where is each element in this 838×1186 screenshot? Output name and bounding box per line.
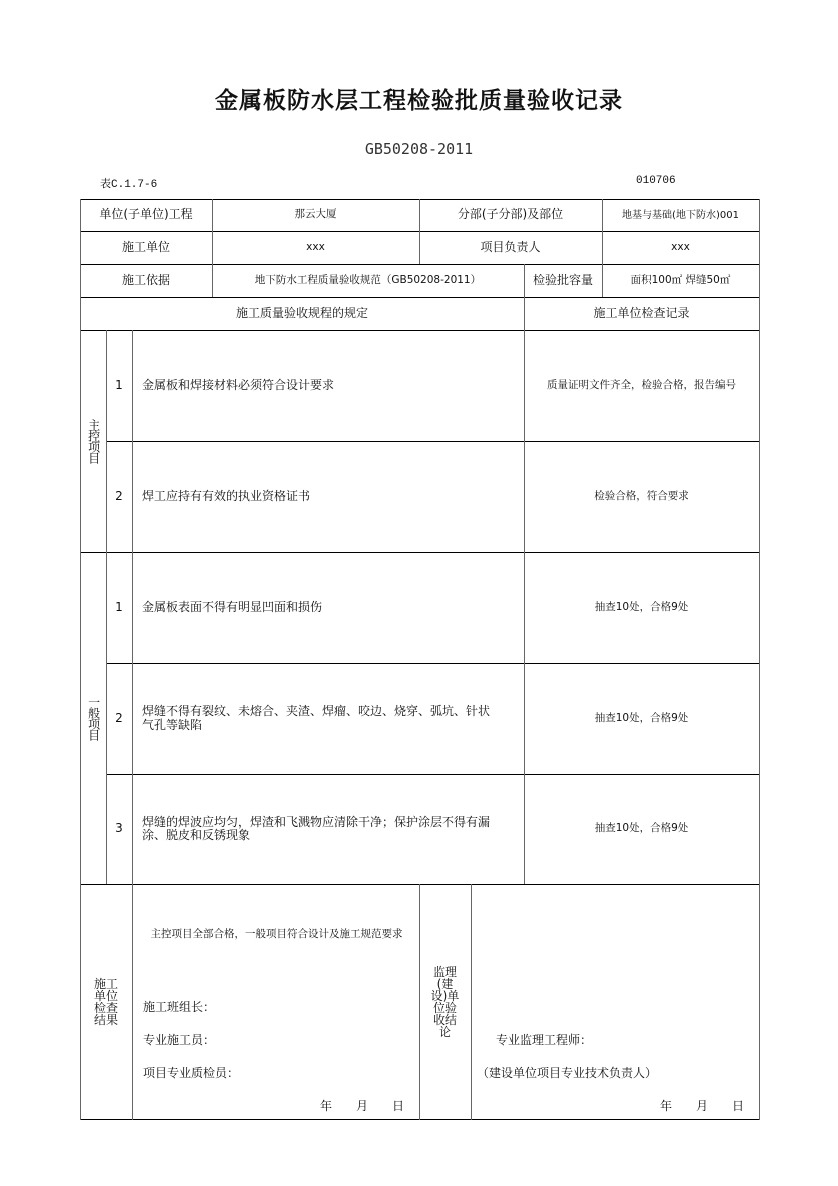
item-requirement: 焊缝不得有裂纹、未熔合、夹渣、焊瘤、咬边、烧穿、弧坑、针状气孔等缺陷 — [142, 704, 491, 732]
batch-capacity-label: 检验批容量 — [532, 272, 593, 287]
form-code: 010706 — [636, 175, 676, 187]
basis-value: 地下防水工程质量验收规范（GB50208-2011） — [254, 273, 482, 286]
contractor-result-label: 施工单位检查结果 — [94, 976, 119, 1027]
item-requirement: 金属板表面不得有明显凹面和损伤 — [142, 599, 323, 614]
supervisor-engineer-signature: 专业监理工程师： — [496, 1033, 593, 1047]
item-number: 1 — [115, 599, 123, 614]
item-record: 抽查10处，合格9处 — [594, 600, 689, 613]
contractor-date: 年 月 日 — [320, 1099, 405, 1113]
team-leader-signature: 施工班组长： — [143, 1000, 216, 1014]
quality-inspector-signature: 项目专业质检员： — [143, 1066, 240, 1080]
item-record: 抽查10处，合格9处 — [594, 711, 689, 724]
item-number: 2 — [115, 488, 123, 503]
contractor-conclusion: 主控项目全部合格，一般项目符合设计及施工规范要求 — [150, 928, 403, 941]
table-line — [471, 884, 472, 1120]
main-control-label: 主控项目 — [86, 419, 101, 463]
batch-capacity-value: 面积100㎡ 焊缝50㎡ — [630, 273, 731, 286]
unit-project-label: 单位(子单位)工程 — [99, 207, 193, 222]
project-manager-label: 项目负责人 — [480, 239, 541, 254]
division-value: 地基与基础(地下防水)001 — [622, 209, 739, 221]
unit-project-value: 那云大厦 — [294, 208, 337, 221]
item-record: 质量证明文件齐全，检验合格，报告编号 — [547, 378, 736, 391]
table-line — [759, 199, 760, 1120]
record-column-header: 施工单位检查记录 — [593, 305, 690, 320]
construction-staff-signature: 专业施工员： — [143, 1033, 216, 1047]
supervisor-result-label: 监理(建设)单位验收结论 — [430, 964, 460, 1039]
item-requirement: 焊工应持有有效的执业资格证书 — [142, 488, 311, 503]
item-number: 3 — [115, 821, 123, 836]
owner-representative-signature: （建设单位项目专业技术负责人） — [477, 1066, 658, 1080]
form-number: 表C.1.7-6 — [100, 179, 158, 191]
basis-label: 施工依据 — [121, 272, 170, 287]
contractor-label: 施工单位 — [121, 239, 170, 254]
project-manager-value: xxx — [671, 240, 690, 253]
contractor-value: xxx — [306, 240, 325, 253]
table-line — [80, 1119, 760, 1120]
item-number: 2 — [115, 710, 123, 725]
regulation-column-header: 施工质量验收规程的规定 — [235, 305, 368, 320]
division-label: 分部(子分部)及部位 — [457, 207, 564, 222]
item-record: 检验合格，符合要求 — [594, 489, 689, 502]
item-number: 1 — [115, 377, 123, 392]
supervisor-date: 年 月 日 — [660, 1099, 745, 1113]
item-record: 抽查10处，合格9处 — [594, 822, 689, 835]
item-requirement: 焊缝的焊波应均匀，焊渣和飞溅物应清除干净；保护涂层不得有漏涂、脱皮和反锈现象 — [142, 814, 491, 842]
item-requirement: 金属板和焊接材料必须符合设计要求 — [142, 377, 335, 392]
document-title: 金属板防水层工程检验批质量验收记录 — [215, 88, 623, 114]
standard-code: GB50208-2011 — [364, 140, 474, 158]
general-items-label: 一般项目 — [86, 696, 101, 740]
